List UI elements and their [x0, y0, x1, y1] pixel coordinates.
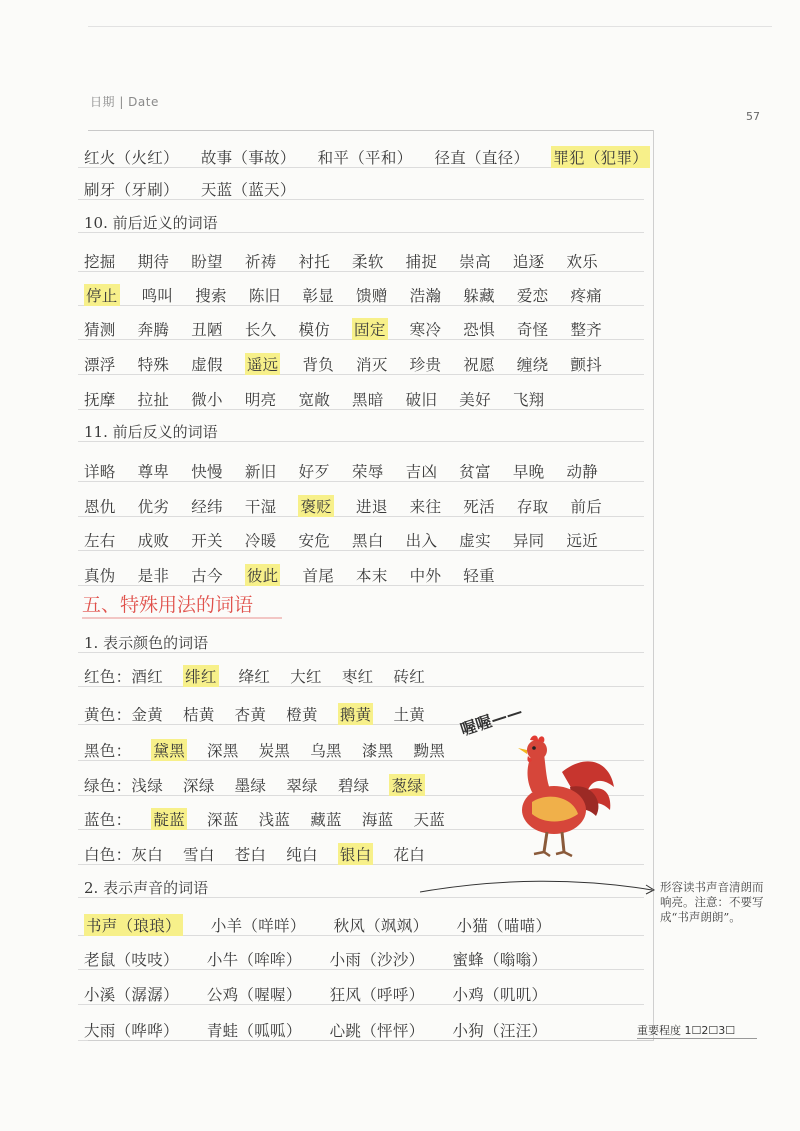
word: 中外 — [409, 567, 442, 585]
word: 虚假 — [191, 356, 223, 374]
bottom-rule — [88, 1040, 654, 1041]
highlighted-word: 银白 — [338, 843, 374, 865]
word: 死活 — [463, 498, 495, 516]
word: 特殊 — [137, 356, 170, 374]
word: 捕捉 — [405, 253, 438, 271]
top-edge-line — [88, 26, 772, 27]
word: 来往 — [409, 498, 442, 516]
word: 大红 — [290, 668, 322, 686]
word: 老鼠（吱吱） — [84, 951, 179, 969]
word: 好歹 — [298, 463, 331, 481]
highlighted-word: 书声（琅琅） — [84, 914, 183, 936]
word: 缠绕 — [516, 356, 549, 374]
word: 拉扯 — [137, 391, 170, 409]
highlighted-word: 固定 — [352, 318, 388, 340]
word: 蜜蜂（嗡嗡） — [452, 951, 548, 969]
word: 公鸡（喔喔） — [206, 986, 302, 1004]
word: 前后 — [570, 498, 603, 516]
word: 异同 — [512, 532, 545, 550]
section-five-title: 五、特殊用法的词语 — [82, 594, 254, 616]
word: 刷牙（牙刷） — [84, 181, 179, 199]
page-number: 57 — [746, 110, 760, 123]
highlighted-word: 绯红 — [183, 665, 219, 687]
word: 经纬 — [191, 498, 223, 516]
word-row — [84, 800, 465, 830]
word: 成败 — [137, 532, 170, 550]
highlighted-word: 罪犯（犯罪） — [551, 146, 650, 168]
word: 和平（平和） — [317, 149, 413, 167]
word: 秋风（飒飒） — [333, 917, 429, 935]
word: 整齐 — [570, 321, 603, 339]
word: 红火（火红） — [84, 149, 179, 167]
word: 奔腾 — [137, 321, 170, 339]
word-row — [84, 657, 445, 687]
word: 出入 — [405, 532, 438, 550]
word: 荣辱 — [352, 463, 384, 481]
word-row — [84, 310, 624, 340]
word: 漆黑 — [361, 742, 394, 760]
word-row — [84, 345, 624, 375]
word: 海蓝 — [361, 811, 394, 829]
word-row — [84, 731, 465, 761]
word: 早晚 — [512, 463, 545, 481]
word: 小狗（汪汪） — [452, 1022, 548, 1040]
word: 轻重 — [463, 567, 495, 585]
word: 深蓝 — [207, 811, 239, 829]
word-row — [84, 521, 620, 551]
word: 黑白 — [352, 532, 384, 550]
word: 碧绿 — [337, 777, 370, 795]
subsection-heading-text: 11. 前后反义的词语 — [84, 423, 218, 441]
word: 模仿 — [298, 321, 331, 339]
word: 猜测 — [84, 321, 116, 339]
word-row — [84, 276, 624, 306]
word: 尊卑 — [137, 463, 170, 481]
word: 微小 — [191, 391, 223, 409]
word: 奇怪 — [516, 321, 549, 339]
word: 是非 — [137, 567, 170, 585]
word: 追逐 — [512, 253, 545, 271]
word: 快慢 — [191, 463, 223, 481]
word: 恩仇 — [84, 498, 116, 516]
word: 狂风（呼呼） — [329, 986, 425, 1004]
word: 枣红 — [341, 668, 374, 686]
word: 土黄 — [393, 706, 426, 724]
highlighted-word: 彼此 — [245, 564, 281, 586]
word: 爱恋 — [516, 287, 549, 305]
note-arrow — [420, 876, 660, 900]
word: 开关 — [191, 532, 223, 550]
word-row — [84, 835, 445, 865]
word: 盼望 — [191, 253, 223, 271]
word: 真伪 — [84, 567, 116, 585]
word: 浅蓝 — [258, 811, 291, 829]
word-row — [84, 940, 575, 970]
word: 寒冷 — [409, 321, 442, 339]
word: 漂浮 — [84, 356, 116, 374]
word-row — [84, 766, 445, 796]
word-row — [84, 556, 517, 586]
word: 躲藏 — [463, 287, 495, 305]
header-rule — [88, 130, 654, 131]
word: 存取 — [516, 498, 549, 516]
word: 宽敞 — [298, 391, 331, 409]
word: 欢乐 — [566, 253, 599, 271]
word: 小猫（喵喵） — [456, 917, 552, 935]
word: 故事（事故） — [200, 149, 296, 167]
subsection-heading — [84, 203, 218, 233]
word-row — [84, 380, 566, 410]
word: 冷暖 — [244, 532, 277, 550]
word: 杏黄 — [234, 706, 267, 724]
word-row — [84, 695, 445, 725]
word: 黝黑 — [413, 742, 446, 760]
word: 动静 — [566, 463, 599, 481]
subsection-heading-text: 10. 前后近义的词语 — [84, 214, 218, 232]
word: 飞翔 — [512, 391, 545, 409]
word: 鸣叫 — [141, 287, 174, 305]
word: 古今 — [191, 567, 223, 585]
word: 疼痛 — [570, 287, 603, 305]
word: 橙黄 — [286, 706, 318, 724]
word: 恐惧 — [463, 321, 495, 339]
word: 挖掘 — [84, 253, 116, 271]
word: 彰显 — [302, 287, 335, 305]
word: 本末 — [356, 567, 388, 585]
word: 消灭 — [356, 356, 388, 374]
word: 浩瀚 — [409, 287, 442, 305]
word: 砖红 — [393, 668, 426, 686]
word: 黄色：金黄 — [84, 706, 164, 724]
word-row — [84, 975, 575, 1005]
word: 小雨（沙沙） — [329, 951, 425, 969]
word: 虚实 — [459, 532, 491, 550]
word-row — [84, 487, 624, 517]
word: 小牛（哞哞） — [206, 951, 302, 969]
word: 颤抖 — [570, 356, 603, 374]
word: 进退 — [356, 498, 388, 516]
word: 白色：灰白 — [84, 846, 164, 864]
word: 首尾 — [302, 567, 335, 585]
word: 柔软 — [352, 253, 384, 271]
word: 绛红 — [238, 668, 271, 686]
word: 小羊（咩咩） — [210, 917, 306, 935]
section-five-underline — [82, 617, 282, 619]
word: 贫富 — [459, 463, 491, 481]
word: 蓝色： — [84, 811, 132, 829]
highlighted-word: 靛蓝 — [151, 808, 187, 830]
word: 优劣 — [137, 498, 170, 516]
rooster-illustration — [492, 732, 622, 862]
word: 小鸡（叽叽） — [452, 986, 548, 1004]
subsection-heading-text: 1. 表示颜色的词语 — [84, 634, 209, 652]
word: 珍贵 — [409, 356, 442, 374]
subsection-heading — [84, 623, 208, 653]
word: 藏蓝 — [310, 811, 342, 829]
word: 青蛙（呱呱） — [206, 1022, 302, 1040]
word: 美好 — [459, 391, 491, 409]
word-row — [84, 170, 318, 200]
word-row — [84, 242, 620, 272]
margin-rule — [653, 130, 654, 1040]
highlighted-word: 褒贬 — [298, 495, 334, 517]
word: 纯白 — [286, 846, 318, 864]
word: 背负 — [302, 356, 335, 374]
word: 乌黑 — [310, 742, 342, 760]
word-row — [84, 1011, 575, 1041]
side-note: 形容读书声音清朗而响亮。注意：不要写成“书声朗朗”。 — [660, 880, 764, 924]
word: 左右 — [84, 532, 116, 550]
word: 大雨（哗哗） — [84, 1022, 179, 1040]
word: 吉凶 — [405, 463, 438, 481]
word: 红色：酒红 — [84, 668, 164, 686]
rooster-sound-text: 喔喔—— — [457, 701, 525, 740]
importance-rating: 重要程度 1☐2☐3☐ — [637, 1024, 736, 1037]
highlighted-word: 黛黑 — [151, 739, 187, 761]
word: 炭黑 — [258, 742, 291, 760]
highlighted-word: 停止 — [84, 284, 120, 306]
word: 花白 — [393, 846, 426, 864]
word: 墨绿 — [234, 777, 267, 795]
word: 天蓝（蓝天） — [200, 181, 296, 199]
word: 深黑 — [207, 742, 239, 760]
word: 明亮 — [244, 391, 277, 409]
word: 桔黄 — [183, 706, 215, 724]
word: 干湿 — [244, 498, 277, 516]
highlighted-word: 葱绿 — [389, 774, 425, 796]
word: 破旧 — [405, 391, 438, 409]
word: 深绿 — [183, 777, 215, 795]
word: 陈旧 — [248, 287, 281, 305]
word: 衬托 — [298, 253, 331, 271]
word: 黑色： — [84, 742, 132, 760]
word: 径直（直径） — [434, 149, 530, 167]
word: 远近 — [566, 532, 599, 550]
word: 馈赠 — [356, 287, 388, 305]
word: 小溪（潺潺） — [84, 986, 179, 1004]
word: 苍白 — [234, 846, 267, 864]
date-label: 日期 | Date — [90, 95, 159, 109]
subsection-heading — [84, 412, 218, 442]
word: 天蓝 — [413, 811, 446, 829]
word: 长久 — [244, 321, 277, 339]
word: 崇高 — [459, 253, 491, 271]
word-row — [84, 138, 672, 168]
importance-underline — [637, 1038, 757, 1039]
word: 丑陋 — [191, 321, 223, 339]
word-row — [84, 906, 579, 936]
word: 抚摩 — [84, 391, 116, 409]
word: 雪白 — [183, 846, 215, 864]
highlighted-word: 遥远 — [245, 353, 281, 375]
word: 期待 — [137, 253, 170, 271]
word: 安危 — [298, 532, 331, 550]
word: 翠绿 — [286, 777, 318, 795]
word: 祈祷 — [244, 253, 277, 271]
word: 黑暗 — [352, 391, 384, 409]
highlighted-word: 鹅黄 — [338, 703, 374, 725]
word: 绿色：浅绿 — [84, 777, 164, 795]
subsection-heading — [84, 868, 208, 898]
word-row — [84, 452, 620, 482]
word: 新旧 — [244, 463, 277, 481]
word: 祝愿 — [463, 356, 495, 374]
word: 心跳（怦怦） — [329, 1022, 425, 1040]
word: 搜索 — [195, 287, 227, 305]
word: 详略 — [84, 463, 116, 481]
subsection-heading-text: 2. 表示声音的词语 — [84, 879, 209, 897]
